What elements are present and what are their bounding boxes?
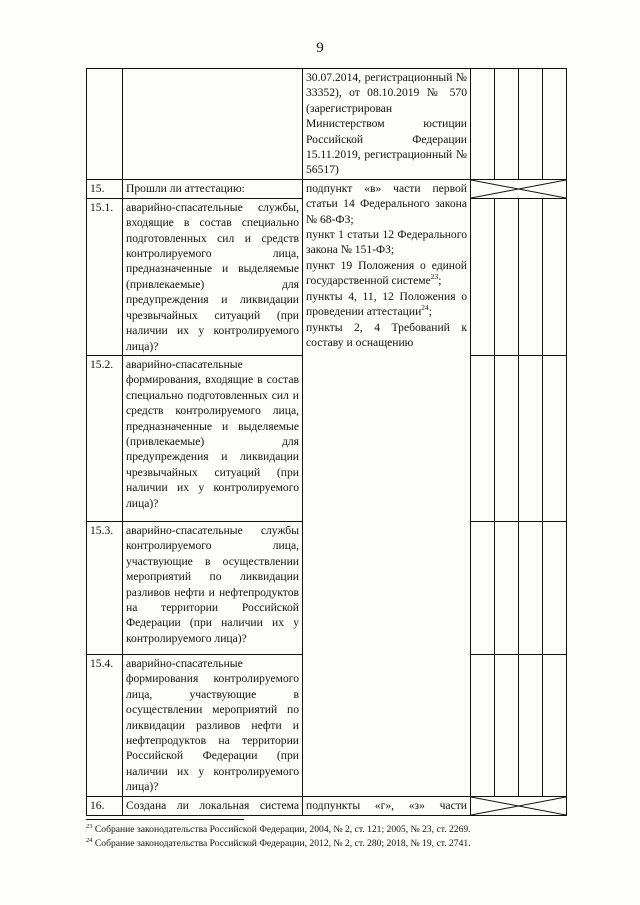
row-question: Прошли ли аттестацию:	[123, 179, 303, 198]
row-number: 15.3.	[87, 521, 123, 654]
table-row	[87, 69, 567, 180]
crossed-answer-cells	[471, 179, 567, 198]
row-number: 15.4.	[87, 654, 123, 796]
page-number: 9	[316, 40, 324, 56]
row-question: аварийно-спасательные службы контролируемого лица, участвующие в осуществлении мероприятий по ликвидации разливов нефти и нефтепродуктов на территории Российской Федерации (при наличии их у контролируемого лица)?	[123, 521, 303, 654]
legal-reference: 30.07.2014, регистрационный № 33352), от 08.10.2019 № 570 (зарегистрирован Министерством юстиции Российской Федерации 15.11.2019, регистрационный № 56517)	[303, 69, 471, 180]
row-question: аварийно-спасательные формирования контролируемого лица, участвующие в осуществлении мероприятий по ликвидации разливов нефти и нефтепродуктов на территории Российской Федерации (при наличии их у контролируемого лица)?	[123, 654, 303, 796]
row-number: 16.	[87, 796, 123, 815]
footnote: $^{24}$ Собрание законодательства Российской Федерации, 2012, № 2, ст. 280; 2018, № 19, ст. 2741.	[86, 836, 471, 849]
table-row	[87, 179, 567, 198]
row-question: Создана ли локальная система	[123, 796, 303, 815]
footnote-separator	[86, 819, 244, 820]
row-number: 15.1.	[87, 198, 123, 355]
table-row	[87, 796, 567, 815]
row-number: 15.2.	[87, 355, 123, 521]
cross-out-icon	[471, 180, 566, 198]
footnote: $^{23}$ Собрание законодательства Российской Федерации, 2004, № 2, ст. 121; 2005, № 23, ст. 2269.	[86, 822, 471, 835]
crossed-answer-cells	[471, 796, 567, 815]
checklist-table	[86, 68, 567, 816]
cross-out-icon	[471, 797, 566, 815]
legal-reference: подпункт «в» части первой статьи 14 Федерального закона № 68-ФЗ; пункт 1 статьи 12 Федерального закона № 151-ФЗ; пункт 19 Положения о единой государственной системе$^{23}$; пункты 4, 11, 12 Положения о проведении аттестации$^{24}$; пункты 2, 4 Требований к составу и оснащению	[303, 179, 471, 796]
row-question: аварийно-спасательные службы, входящие в состав специально подготовленных сил и средств контролируемого лица, предназначенные и выделяемые (привлекаемые) для предупреждения и ликвидации чрезвычайных ситуаций (при наличии их у контролируемого лица)?	[123, 198, 303, 355]
legal-reference: подпункты «г», «з» части	[303, 796, 471, 815]
row-number: 15.	[87, 179, 123, 198]
row-question: аварийно-спасательные формирования, входящие в состав специально подготовленных сил и средств контролируемого лица, предназначенные и выделяемые (привлекаемые) для предупреждения и ликвидации чрезвычайных ситуаций (при наличии их у контролируемого лица)?	[123, 355, 303, 521]
